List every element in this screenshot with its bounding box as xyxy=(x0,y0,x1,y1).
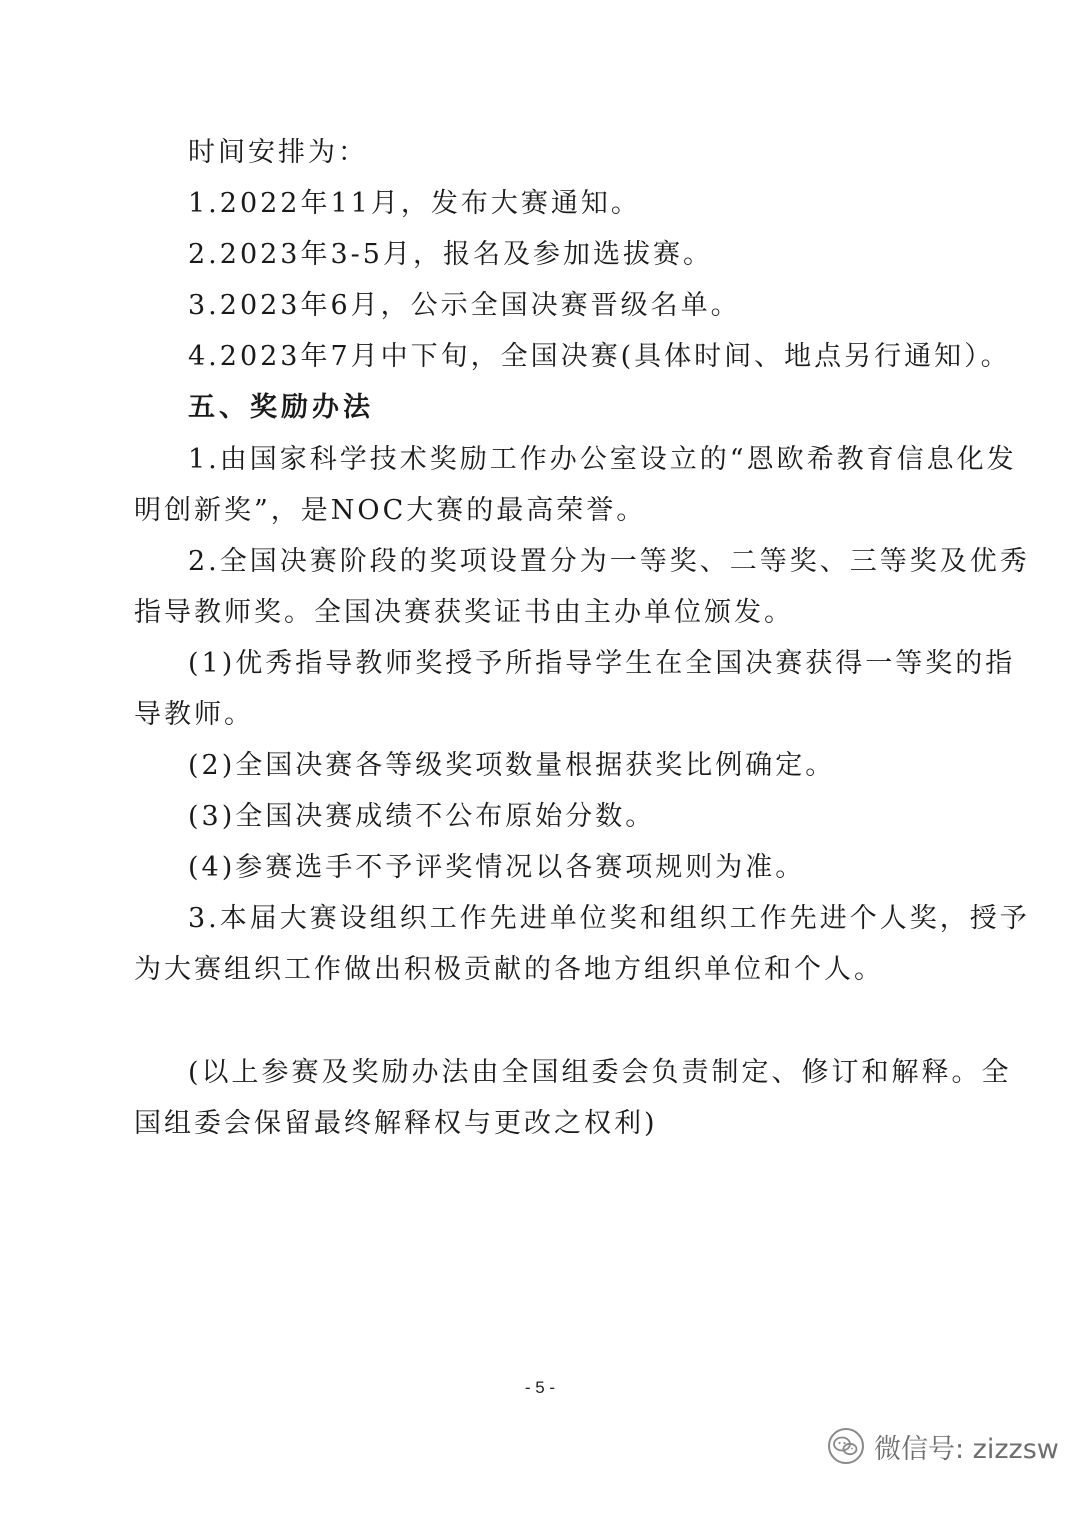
watermark-text: 微信号: zizzsw xyxy=(874,1433,1059,1465)
schedule-intro: 时间安排为： xyxy=(188,137,368,168)
closing-note-line-1: (以上参赛及奖励办法由全国组委会负责制定、修订和解释。全 xyxy=(188,1057,1012,1088)
award-para-3-line-1: 3.本届大赛设组织工作先进单位奖和组织工作先进个人奖，授予 xyxy=(188,903,1030,934)
schedule-item-3: 3.2023年6月，公示全国决赛晋级名单。 xyxy=(188,290,741,321)
award-para-1-line-1: 1.由国家科学技术奖励工作办公室设立的“恩欧希教育信息化发 xyxy=(188,444,1017,475)
award-para-2-line-1: 2.全国决赛阶段的奖项设置分为一等奖、二等奖、三等奖及优秀 xyxy=(188,546,1030,577)
section-heading-awards: 五、奖励办法 xyxy=(188,392,374,423)
award-para-1-line-2: 明创新奖”，是NOC大赛的最高荣誉。 xyxy=(134,495,647,526)
closing-note-line-2: 国组委会保留最终解释权与更改之权利) xyxy=(134,1108,658,1139)
schedule-item-4: 4.2023年7月中下旬，全国决赛(具体时间、地点另行通知）。 xyxy=(188,341,1011,372)
award-para-3-line-2: 为大赛组织工作做出积极贡献的各地方组织单位和个人。 xyxy=(134,954,884,985)
award-sub-4: (4)参赛选手不予评奖情况以各赛项规则为准。 xyxy=(188,852,806,883)
schedule-item-2: 2.2023年3-5月，报名及参加选拔赛。 xyxy=(188,239,713,270)
schedule-item-1: 1.2022年11月，发布大赛通知。 xyxy=(188,188,641,219)
page-number: - 5 - xyxy=(524,1378,556,1397)
award-sub-1-line-1: (1)优秀指导教师奖授予所指导学生在全国决赛获得一等奖的指 xyxy=(188,648,1016,679)
award-sub-3: (3)全国决赛成绩不公布原始分数。 xyxy=(188,801,656,832)
award-para-2-line-2: 指导教师奖。全国决赛获奖证书由主办单位颁发。 xyxy=(134,597,794,628)
award-sub-2: (2)全国决赛各等级奖项数量根据获奖比例确定。 xyxy=(188,750,836,781)
wechat-icon xyxy=(826,1426,866,1466)
award-sub-1-line-2: 导教师。 xyxy=(134,699,254,730)
wechat-watermark xyxy=(826,1426,1059,1466)
